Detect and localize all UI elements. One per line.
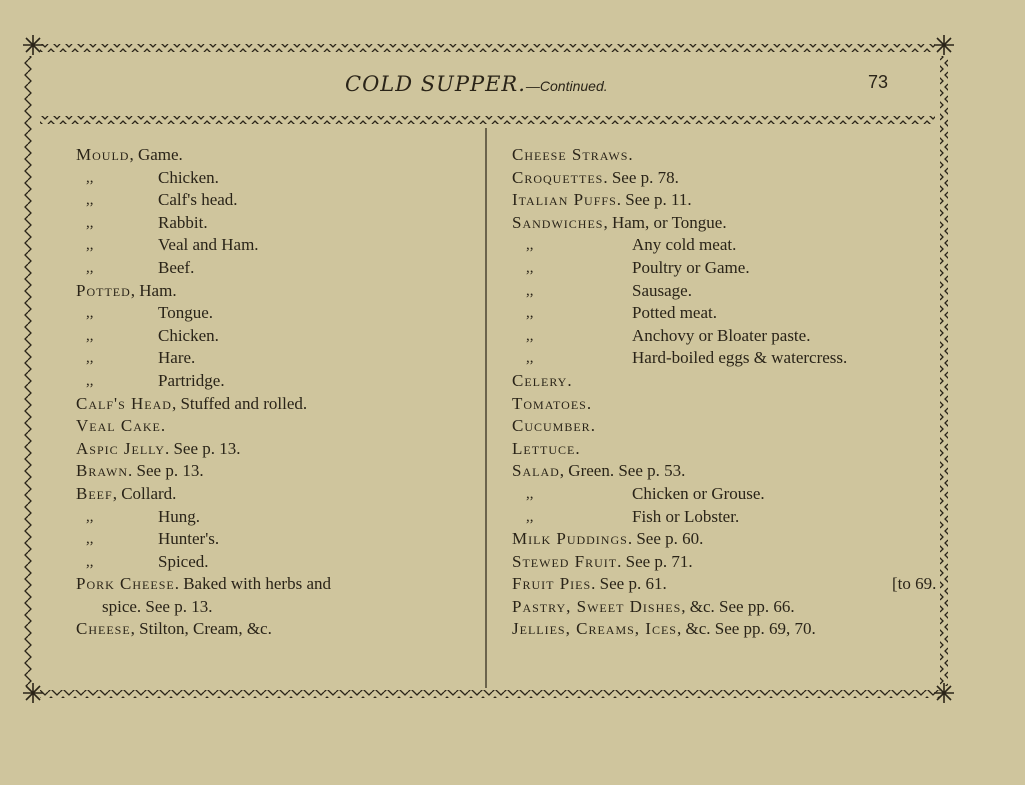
entry-text: Sausage.: [632, 280, 692, 300]
entry-text: Hare.: [158, 348, 196, 368]
entry-text: Partridge.: [158, 370, 225, 390]
list-item: [512, 144, 927, 167]
list-item: [512, 370, 927, 393]
entry-text: Poultry or Game.: [632, 257, 750, 277]
entry-heading: Italian Puffs: [512, 190, 617, 210]
entry-heading: Croquettes: [512, 167, 604, 187]
list-item: [512, 257, 927, 280]
list-item: [76, 618, 476, 641]
asterism-icon: [22, 34, 44, 56]
list-item: [512, 415, 927, 438]
entry-text: Chicken.: [158, 325, 219, 345]
entry-text: Chicken.: [158, 167, 219, 187]
overflow-note: [to 69.: [892, 574, 937, 594]
entry-text: , &c. See pp. 66.: [681, 596, 795, 616]
ditto-mark: ,,: [86, 531, 94, 548]
page-number: 73: [868, 72, 889, 92]
entry-heading: Pork Cheese: [76, 574, 175, 594]
ditto-mark: ,,: [526, 259, 534, 276]
entry-heading: Stewed Fruit: [512, 551, 618, 571]
ditto-mark: ,,: [526, 305, 534, 322]
asterism-icon: [933, 682, 955, 704]
list-item: [512, 573, 937, 596]
ditto-mark: ,,: [526, 327, 534, 344]
ditto-mark: ,,: [526, 485, 534, 502]
list-item: [512, 551, 927, 574]
ditto-mark: ,,: [86, 350, 94, 367]
asterism-icon: [22, 682, 44, 704]
list-item: [512, 347, 927, 370]
entry-text: . See p. 13.: [128, 461, 204, 481]
entry-text: Hard-boiled eggs & watercress.: [632, 348, 848, 368]
entry-heading: Tomatoes: [512, 393, 587, 413]
list-item: [76, 460, 476, 483]
list-item: [76, 370, 476, 393]
entry-heading: Cucumber: [512, 416, 591, 436]
list-item: [76, 325, 476, 348]
list-item: [76, 234, 476, 257]
entry-text: Veal and Ham.: [158, 235, 259, 255]
entry-text: .: [567, 370, 572, 390]
list-item: [76, 528, 476, 551]
entry-text: Any cold meat.: [632, 235, 737, 255]
list-item: [76, 144, 476, 167]
entry-heading: Sandwiches: [512, 212, 604, 232]
entry-heading: Celery: [512, 370, 568, 390]
list-item: [512, 438, 927, 461]
entry-text: , &c. See pp. 69, 70.: [676, 619, 816, 639]
entry-text: Anchovy or Bloater paste.: [632, 325, 811, 345]
entry-text: . Baked with herbs and: [174, 574, 331, 594]
entry-continuation: spice. See p. 13.: [102, 596, 213, 616]
list-item: [512, 280, 927, 303]
list-item: [512, 393, 927, 416]
entry-text: Tongue.: [158, 303, 213, 323]
left-column: [76, 144, 476, 641]
entry-text: , Game.: [129, 145, 183, 164]
entry-text: .: [586, 393, 592, 413]
list-item: [76, 596, 476, 619]
list-item: [76, 415, 476, 438]
entry-text: , Green. See p. 53.: [559, 461, 686, 481]
asterism-icon: [933, 34, 955, 56]
list-item: [512, 483, 927, 506]
entry-text: Beef.: [158, 257, 195, 277]
list-item: [512, 302, 927, 325]
entry-text: . See p. 60.: [627, 529, 704, 549]
entry-text: Chicken or Grouse.: [632, 483, 765, 503]
entry-text: , Stilton, Cream, &c.: [130, 619, 272, 639]
entry-heading: Aspic Jelly: [76, 438, 165, 458]
list-item: [76, 167, 476, 190]
list-item: [512, 528, 927, 551]
title-text: COLD SUPPER.: [345, 72, 526, 96]
entry-text: Spiced.: [158, 551, 209, 571]
list-item: [512, 167, 927, 190]
ditto-mark: ,,: [86, 237, 94, 254]
ditto-mark: ,,: [86, 214, 94, 231]
list-item: [512, 618, 927, 641]
entry-heading: Brawn: [76, 461, 129, 481]
list-item: [76, 189, 476, 212]
list-item: [512, 596, 927, 619]
list-item: [76, 212, 476, 235]
list-item: [512, 189, 927, 212]
entry-text: . See p. 71.: [617, 551, 693, 571]
list-item: [76, 257, 476, 280]
ditto-mark: ,,: [86, 327, 94, 344]
entry-text: Fish or Lobster.: [632, 506, 740, 526]
list-item: [512, 325, 927, 348]
running-title: [345, 72, 608, 96]
ditto-mark: ,,: [86, 508, 94, 525]
entry-heading: Salad: [512, 461, 560, 481]
entry-heading: Potted: [76, 280, 131, 300]
entry-text: Calf's head.: [158, 190, 238, 210]
entry-text: Hung.: [158, 506, 201, 526]
entry-heading: Cheese Straws: [512, 145, 629, 164]
entry-text: . See p. 13.: [164, 438, 241, 458]
entry-heading: Cheese: [76, 619, 131, 639]
entry-text: .: [628, 145, 633, 164]
ditto-mark: ,,: [86, 553, 94, 570]
ditto-mark: ,,: [526, 508, 534, 525]
entry-text: .: [160, 416, 166, 436]
ditto-mark: ,,: [526, 237, 534, 254]
entry-heading: Lettuce: [512, 438, 576, 458]
page-header: [0, 62, 1025, 102]
entry-text: , Collard.: [112, 483, 177, 503]
entry-text: . See p. 61.: [591, 574, 667, 594]
ditto-mark: ,,: [526, 350, 534, 367]
entry-text: Potted meat.: [632, 303, 717, 323]
list-item: [76, 438, 476, 461]
entry-heading: Milk Puddings: [512, 529, 628, 549]
list-item: [76, 483, 476, 506]
ditto-mark: ,,: [86, 259, 94, 276]
list-item: [512, 212, 927, 235]
right-column: [512, 144, 937, 641]
list-item: [76, 280, 476, 303]
ditto-mark: ,,: [86, 192, 94, 209]
entry-heading: Pastry, Sweet Dishes: [512, 596, 682, 616]
entry-heading: Veal Cake: [76, 416, 161, 436]
entry-heading: Beef: [76, 483, 113, 503]
list-item: [76, 393, 476, 416]
entry-text: , Ham, or Tongue.: [603, 212, 727, 232]
list-item: [512, 460, 927, 483]
entry-text: , Stuffed and rolled.: [171, 393, 308, 413]
list-item: [76, 573, 476, 596]
entry-heading: Mould: [76, 145, 130, 164]
entry-text: Hunter's.: [158, 529, 220, 549]
list-item: [76, 551, 476, 574]
entry-text: . See p. 11.: [616, 190, 692, 210]
entry-text: . See p. 78.: [603, 167, 679, 187]
continued-label: —Continued.: [525, 78, 608, 94]
ditto-mark: ,,: [526, 282, 534, 299]
entry-heading: Jellies, Creams, Ices: [512, 619, 677, 639]
list-item: [76, 302, 476, 325]
entry-heading: Calf's Head: [76, 393, 172, 413]
ditto-mark: ,,: [86, 169, 94, 186]
list-item: [76, 347, 476, 370]
list-item: [512, 506, 927, 529]
entry-text: .: [590, 416, 595, 436]
entry-text: .: [575, 438, 580, 458]
list-item: [512, 234, 927, 257]
entry-text: , Ham.: [130, 280, 177, 300]
entry-heading: Fruit Pies: [512, 574, 592, 594]
list-item: [76, 506, 476, 529]
entry-text: Rabbit.: [158, 212, 208, 232]
ditto-mark: ,,: [86, 372, 94, 389]
ditto-mark: ,,: [86, 305, 94, 322]
